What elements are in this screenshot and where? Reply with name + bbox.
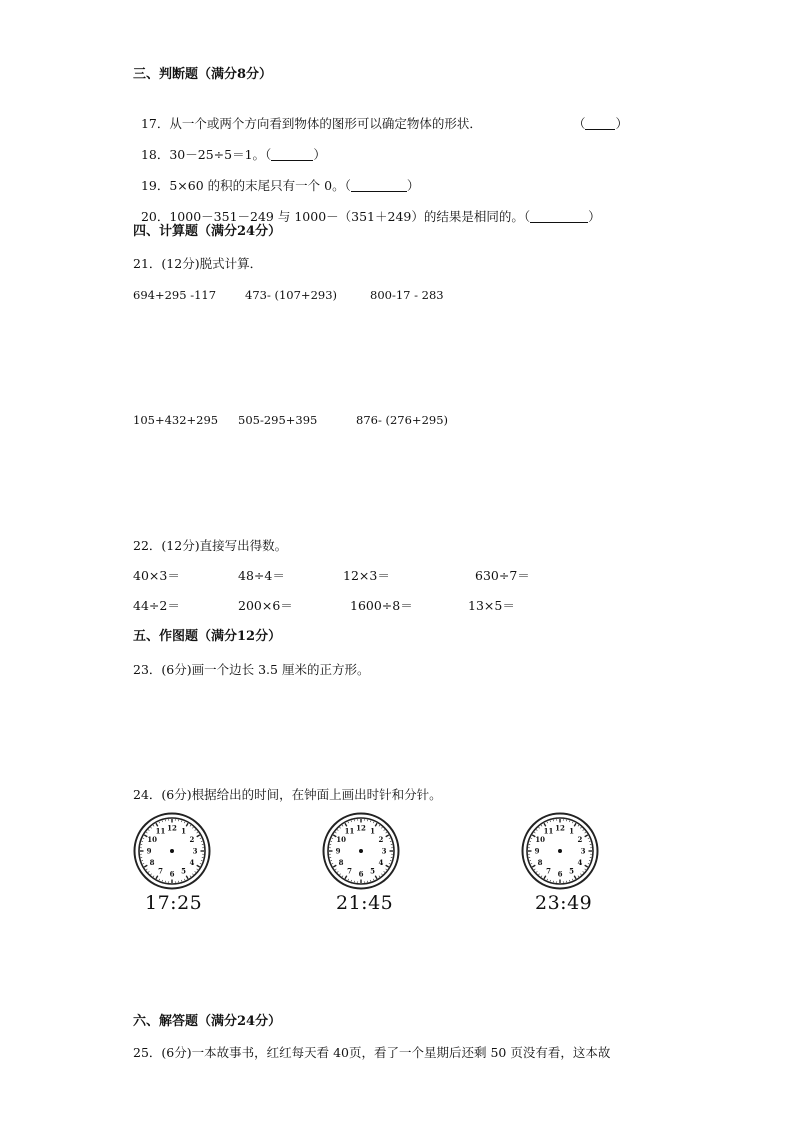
paren-close: ） xyxy=(615,116,628,131)
oral-calc: 12×3＝ xyxy=(343,568,390,583)
oral-calc: 13×5＝ xyxy=(468,598,515,613)
oral-calc: 40×3＝ xyxy=(133,568,180,583)
clock-numeral: 5 xyxy=(370,866,375,876)
clock-numeral: 8 xyxy=(537,858,543,868)
question-17 xyxy=(133,100,482,132)
clock-numeral: 4 xyxy=(189,858,195,868)
question-19-text: 19．5×60 的积的末尾只有一个 0。（ xyxy=(140,178,351,193)
question-18-text: 18．30－25÷5＝1。（ xyxy=(140,147,272,162)
calc-expression: 105+432+295 xyxy=(133,413,219,427)
question-23-text: 23．(6分)画一个边长 3.5 厘米的正方形。 xyxy=(133,662,370,677)
clock-numeral: 8 xyxy=(338,858,344,868)
clock-center-dot xyxy=(359,849,363,853)
oral-calc: 48÷4＝ xyxy=(238,568,285,583)
section-4-title: 四、计算题（满分24分） xyxy=(133,224,282,239)
clock-center-dot xyxy=(558,849,562,853)
clock-numeral: 6 xyxy=(358,869,364,879)
clock-center-dot xyxy=(170,849,174,853)
clock-numeral: 12 xyxy=(167,823,177,833)
section-5-title: 五、作图题（满分12分） xyxy=(133,629,282,644)
question-17-text: 17．从一个或两个方向看到物体的图形可以确定物体的形状． xyxy=(140,116,482,131)
answer-blank-18[interactable] xyxy=(271,148,313,161)
clock-numeral: 1 xyxy=(569,826,574,836)
clock-numeral: 7 xyxy=(158,866,163,876)
paren-close: ） xyxy=(313,147,326,162)
clock-numeral: 2 xyxy=(577,835,583,845)
question-21-text: 21．(12分)脱式计算． xyxy=(133,256,263,271)
answer-blank-19[interactable] xyxy=(351,179,407,192)
oral-calc: 200×6＝ xyxy=(238,598,293,613)
section-3-title: 三、判断题（满分8分） xyxy=(133,67,273,82)
question-20 xyxy=(133,193,601,225)
clock-numeral: 9 xyxy=(534,846,540,856)
clock-time-label: 21:45 xyxy=(336,892,394,914)
question-17-answer-paren[interactable] xyxy=(565,100,628,132)
oral-calc: 44÷2＝ xyxy=(133,598,180,613)
clock-numeral: 8 xyxy=(149,858,155,868)
question-19 xyxy=(133,162,419,194)
clock-numeral: 5 xyxy=(181,866,186,876)
clock-numeral: 12 xyxy=(555,823,565,833)
paren-close: ） xyxy=(406,178,420,193)
clock-numeral: 2 xyxy=(189,835,195,845)
calc-expression: 473- (107+293) xyxy=(245,288,337,302)
clock-numeral: 11 xyxy=(155,826,166,836)
section-6-title: 六、解答题（满分24分） xyxy=(133,1014,282,1029)
clock-numeral: 11 xyxy=(344,826,355,836)
clock-numeral: 9 xyxy=(146,846,152,856)
calc-expression: 694+295 -117 xyxy=(133,288,217,302)
clock-numeral: 1 xyxy=(181,826,186,836)
clock-numeral: 10 xyxy=(535,835,545,845)
question-25-text: 25．(6分)一本故事书，红红每天看 40页，看了一个星期后还剩 50 页没有看，这本故 xyxy=(133,1045,611,1060)
calc-expression: 505-295+395 xyxy=(238,413,318,427)
oral-calc: 1600÷8＝ xyxy=(350,598,413,613)
clock-numeral: 4 xyxy=(577,858,583,868)
clock-time-label: 17:25 xyxy=(145,892,203,914)
clock-numeral: 10 xyxy=(147,835,157,845)
clock-numeral: 2 xyxy=(378,835,384,845)
answer-blank-17[interactable] xyxy=(585,117,615,130)
paren-open: （ xyxy=(572,116,586,131)
clock-numeral: 7 xyxy=(546,866,551,876)
clock-time-label: 23:49 xyxy=(535,892,593,914)
clock-numeral: 4 xyxy=(378,858,384,868)
clock-face-icon[interactable] xyxy=(521,812,599,890)
clock-numeral: 3 xyxy=(381,846,387,856)
paren-close: ） xyxy=(588,209,601,224)
clock-face-icon[interactable] xyxy=(322,812,400,890)
oral-calc: 630÷7＝ xyxy=(475,568,530,583)
question-24-text: 24．(6分)根据给出的时间，在钟面上画出时针和分针。 xyxy=(133,787,442,802)
question-20-text: 20．1000－351－249 与 1000－（351＋249）的结果是相同的。（ xyxy=(140,209,531,224)
question-18 xyxy=(133,131,326,163)
calc-expression: 800-17 - 283 xyxy=(370,288,444,302)
clock-numeral: 3 xyxy=(192,846,198,856)
clock-numeral: 12 xyxy=(356,823,366,833)
calc-expression: 876- (276+295) xyxy=(356,413,448,427)
question-22-text: 22．(12分)直接写出得数。 xyxy=(133,538,288,553)
clock-numeral: 9 xyxy=(335,846,341,856)
clock-face-icon[interactable] xyxy=(133,812,211,890)
answer-blank-20[interactable] xyxy=(530,210,588,223)
clock-numeral: 7 xyxy=(347,866,352,876)
clock-numeral: 6 xyxy=(169,869,175,879)
clock-numeral: 5 xyxy=(569,866,574,876)
clock-numeral: 3 xyxy=(580,846,586,856)
clock-numeral: 11 xyxy=(543,826,554,836)
clock-numeral: 6 xyxy=(557,869,563,879)
clock-numeral: 1 xyxy=(370,826,375,836)
clock-numeral: 10 xyxy=(336,835,346,845)
